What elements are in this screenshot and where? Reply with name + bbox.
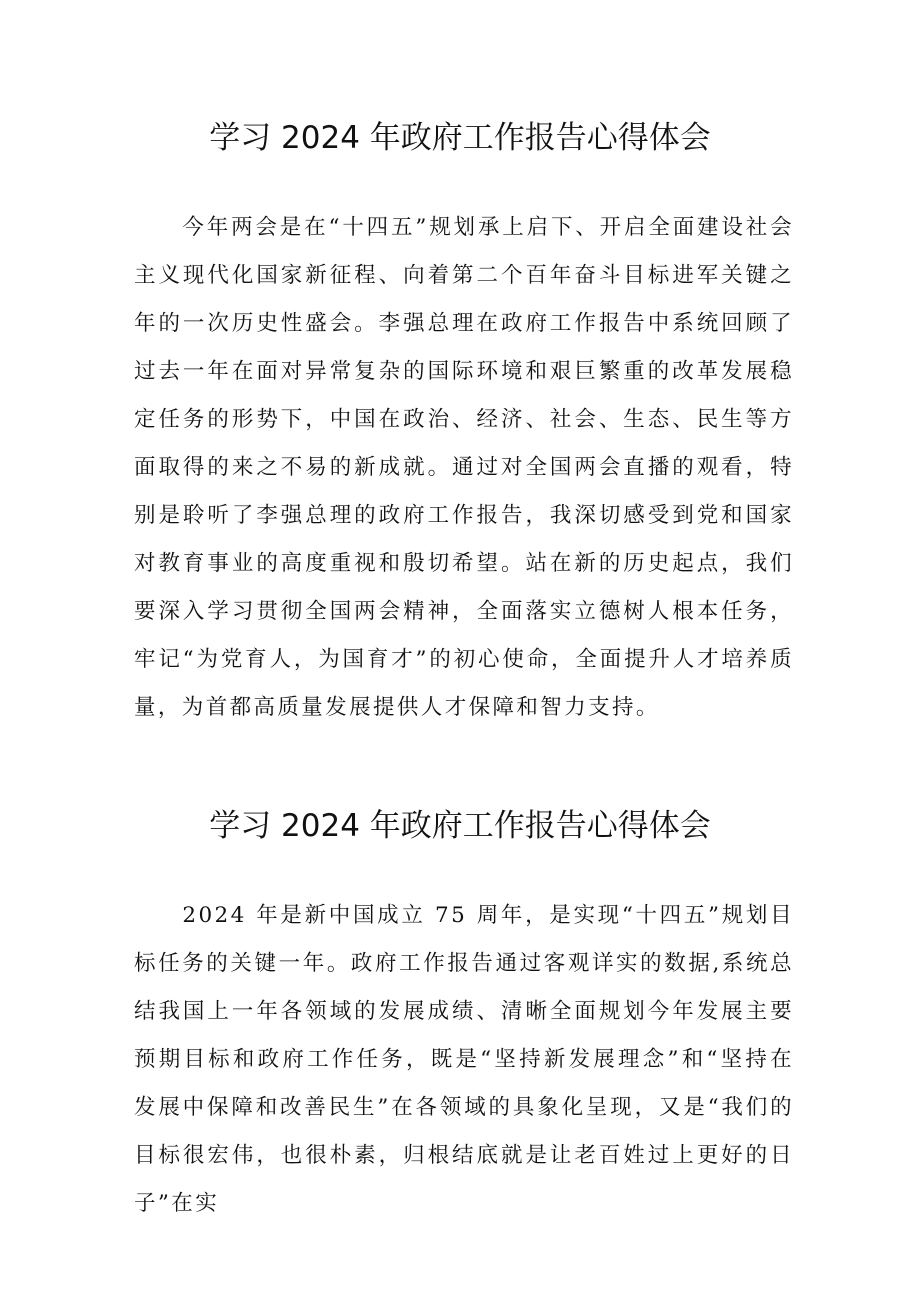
section-title: 学习 2024 年政府工作报告心得体会 (209, 120, 711, 156)
body-paragraph: 2024 年是新中国成立 75 周年，是实现“十四五”规划目标任务的关键一年。政府工作报告通过客观详实的数据,系统总结我国上一年各领域的发展成绩、清晰全面规划今年发展主要预期目标和政府工作任务，既是“坚持新发展理念”和“坚持在发展中保障和改善民生”在各领域的具象化呈现，又是“我们的目标很宏伟，也很朴素，归根结底就是让老百姓过上更好的日子”在实 (134, 903, 794, 1216)
section-title: 学习 2024 年政府工作报告心得体会 (209, 808, 711, 844)
body-paragraph: 今年两会是在“十四五”规划承上启下、开启全面建设社会主义现代化国家新征程、向着第二个百年奋斗目标进军关键之年的一次历史性盛会。李强总理在政府工作报告中系统回顾了过去一年在面对异常复杂的国际环境和艰巨繁重的改革发展稳定任务的形势下，中国在政治、经济、社会、生态、民生等方面取得的来之不易的新成就。通过对全国两会直播的观看，特别是聆听了李强总理的政府工作报告，我深切感受到党和国家对教育事业的高度重视和殷切希望。站在新的历史起点，我们要深入学习贯彻全国两会精神，全面落实立德树人根本任务，牢记“为党育人，为国育才”的初心使命，全面提升人才培养质量，为首都高质量发展提供人才保障和智力支持。 (134, 215, 794, 720)
